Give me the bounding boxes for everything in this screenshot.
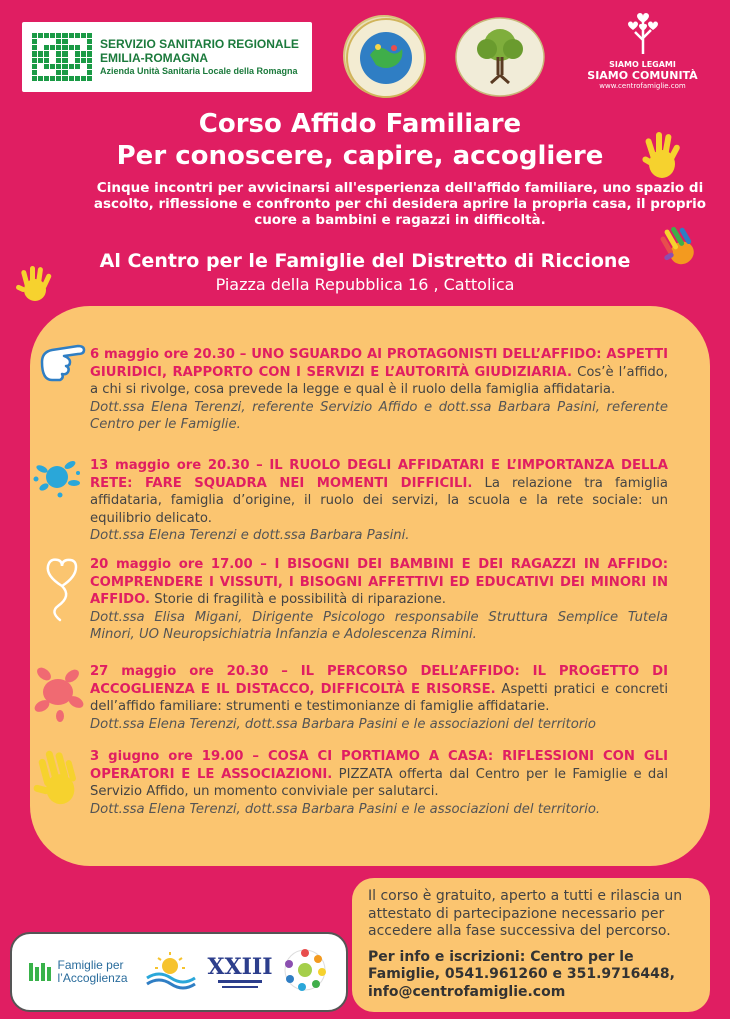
event-1-headline: 6 maggio ore 20.30 – UNO SGUARDO AI PROTAGONISTI DELL’AFFIDO: ASPETTI GIURIDICI, RAPPORTO CON I SERVIZI E L’AUTORITÀ GIUDIZIARIA. (90, 347, 668, 380)
fpa-line2: l’Accoglienza (57, 971, 128, 985)
pink-splash-icon (30, 660, 86, 728)
blue-splash-icon (32, 455, 82, 503)
event-3-speakers: Dott.ssa Elisa Migani, Dirigente Psicologo responsabile Struttura Semplice Tutela Minori, UO Neuropsichiatria Infanzia e Adolescenza Rimini. (90, 609, 668, 642)
event-1 (90, 346, 668, 434)
event-1-speakers: Dott.ssa Elena Terenzi, referente Servizio Affido e dott.ssa Barbara Pasini, referente Centro per le Famiglie. (90, 399, 668, 432)
xxiii-logo (206, 948, 273, 996)
sponsors-bar (10, 932, 348, 1012)
event-2-headline: 13 maggio ore 20.30 – IL RUOLO DEGLI AFFIDATARI E L’IMPORTANZA DELLA RETE: FARE SQUADRA NEI MOMENTI DIFFICILI. (90, 458, 668, 491)
page-title (0, 108, 730, 172)
event-4-desc: Aspetti pratici e concreti dell’affido familiare: strumenti e testimonianze di famiglie affidatarie. (90, 681, 668, 714)
event-2-speakers: Dott.ssa Elena Terenzi e dott.ssa Barbara Pasini. (90, 528, 410, 543)
famiglie-accoglienza-logo (29, 959, 127, 985)
svg-text:XXIII: XXIII (206, 954, 273, 980)
event-1-desc: Cos’è l’affido, a chi si rivolge, cosa prevede la legge e qual è il ruolo della famiglia affidataria. (90, 364, 668, 397)
tree-hearts-icon (623, 12, 663, 54)
title-line2: Per conoscere, capire, accogliere (116, 141, 604, 171)
ssr-line2: EMILIA-ROMAGNA (100, 50, 208, 65)
event-4 (90, 663, 668, 733)
event-2 (90, 457, 668, 545)
ssr-emilia-romagna-logo (22, 22, 312, 92)
event-4-headline: 27 maggio ore 20.30 – IL PERCORSO DELL’AFFIDO: IL PROGETTO DI ACCOGLIENZA E IL DISTACCO, DIFFICOLTÀ E RISORSE. (90, 664, 668, 697)
siamo-legami-text: SIAMO LEGAMI (609, 60, 676, 69)
pointing-hand-icon (38, 338, 90, 388)
event-3-headline: 20 maggio ore 17.00 – I BISOGNI DEI BAMBINI E DEI RAGAZZI IN AFFIDO: COMPRENDERE I VISSUTI, I BISOGNI AFFETTIVI ED EDUCATIVI DEI MINORI IN AFFIDO. (90, 557, 668, 607)
location-venue: Al Centro per le Famiglie del Distretto di Riccione (99, 250, 631, 272)
location-address: Piazza della Repubblica 16 , Cattolica (215, 275, 515, 294)
siamo-comunita-text: SIAMO COMUNITÀ (587, 69, 698, 82)
famiglie-distretto-logo (343, 15, 425, 97)
heart-outline-icon (38, 556, 86, 626)
ssr-line3: Azienda Unità Sanitaria Locale della Romagna (100, 65, 298, 76)
info-contact: Per info e iscrizioni: Centro per le Famiglie, 0541.961260 e 351.9716448, info@centrofamiglie.com (368, 948, 675, 1000)
yellow-hand-outline-icon (28, 748, 84, 818)
tree-association-logo (455, 17, 545, 97)
location-block (80, 248, 650, 296)
event-3 (90, 556, 668, 644)
subtitle: Cinque incontri per avvicinarsi all'esperienza dell'affido familiare, uno spazio di ascolto, riflessione e confronto per chi desidera aprire la propria casa, il proprio cuore a bambini e ragazzi in difficoltà. (93, 180, 707, 228)
event-5-headline: 3 giugno ore 19.00 – COSA CI PORTIAMO A CASA: RIFLESSIONI CON GLI OPERATORI E LE ASSOCIAZIONI. (90, 749, 668, 782)
info-text: Il corso è gratuito, aperto a tutti e rilascia un attestato di partecipazione necessario per accedere alla fase successiva del percorso. (368, 888, 683, 939)
info-box (352, 878, 710, 1012)
event-3-desc: Storie di fragilità e possibilità di riparazione. (150, 592, 446, 607)
siamo-legami-logo (585, 12, 700, 90)
event-4-speakers: Dott.ssa Elena Terenzi, dott.ssa Barbara Pasini e le associazioni del territorio (90, 716, 596, 732)
event-2-desc: La relazione tra famiglia affidataria, famiglia d’origine, il ruolo dei servizi, la scuola e la rete sociale: un equilibrio delicato. (90, 475, 669, 526)
event-5-desc: PIZZATA offerta dal Centro per le Famiglie e dal Servizio Affido, un momento conviviale per salutarci. (90, 766, 668, 799)
rainbow-hand-icon (654, 222, 702, 279)
colorful-circle-logo (282, 947, 328, 997)
ssr-grid-icon (32, 33, 92, 81)
event-5-speakers: Dott.ssa Elena Terenzi, dott.ssa Barbara Pasini e le associazioni del territorio. (90, 801, 601, 817)
yellow-hand-icon (640, 130, 682, 191)
ssr-line1: SERVIZIO SANITARIO REGIONALE (100, 37, 299, 52)
website-text: www.centrofamiglie.com (599, 82, 686, 90)
people-bars-icon (29, 963, 51, 981)
sun-wave-logo (143, 950, 197, 994)
yellow-hand-left-icon (14, 262, 56, 313)
fpa-line1: Famiglie per (57, 958, 124, 972)
title-line1: Corso Affido Familiare (198, 109, 522, 139)
event-5 (90, 748, 668, 818)
